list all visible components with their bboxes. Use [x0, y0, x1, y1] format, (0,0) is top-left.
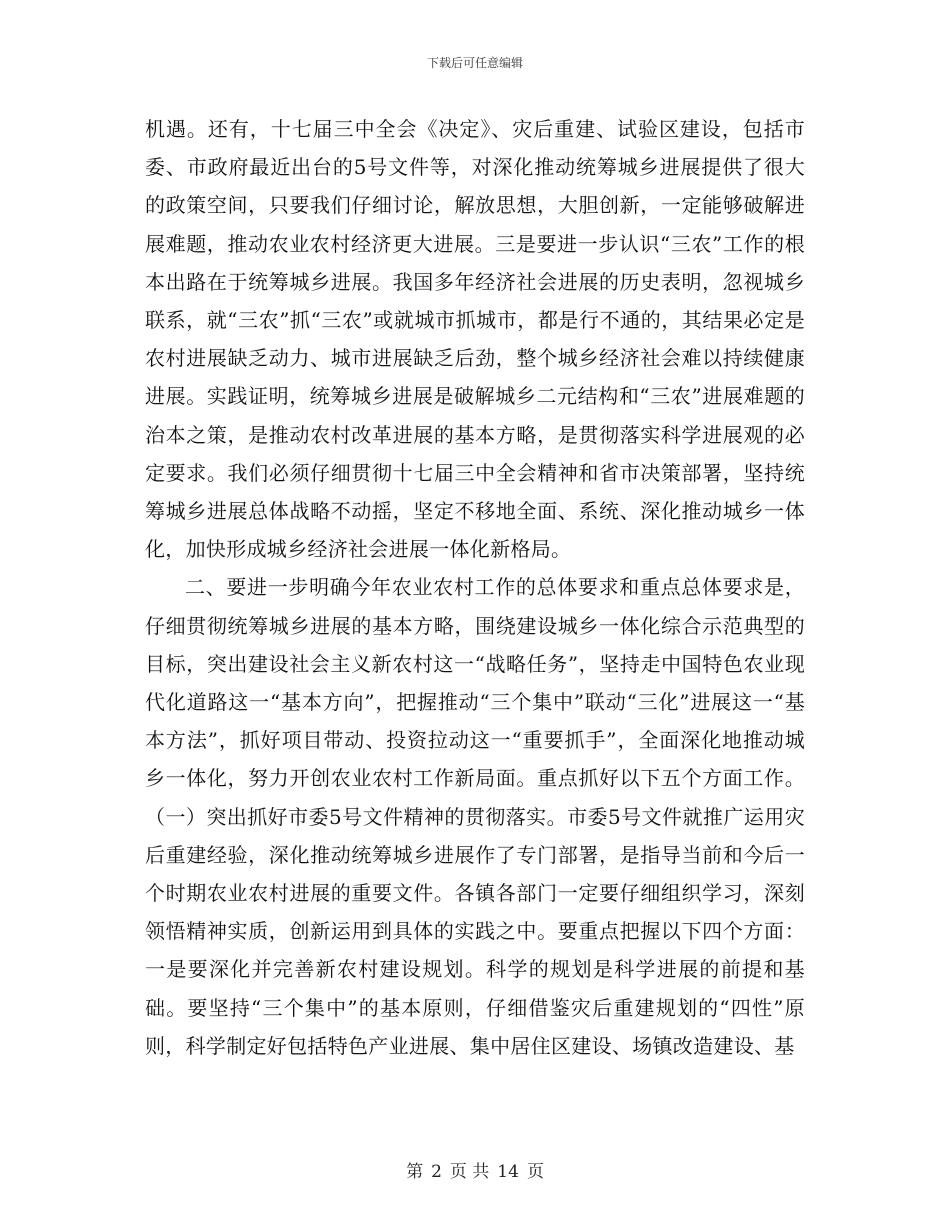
footer-prefix: 第	[406, 1162, 424, 1182]
document-body	[145, 110, 805, 1065]
paragraph-continued: 机遇。还有，十七届三中全会《决定》、灾后重建、试验区建设，包括市委、市政府最近出台的5号文件等，对深化推动统筹城乡进展提供了很大的政策空间，只要我们仔细讨论，解放思想，大胆创新，一定能够破解进展难题，推动农业农村经济更大进展。三是要进一步认识“三农”工作的根本出路在于统筹城乡进展。我国多年经济社会进展的历史表明，忽视城乡联系，就“三农”抓“三农”或就城市抓城市，都是行不通的，其结果必定是农村进展缺乏动力、城市进展缺乏后劲，整个城乡经济社会难以持续健康进展。实践证明，统筹城乡进展是破解城乡二元结构和“三农”进展难题的治本之策，是推动农村改革进展的基本方略，是贯彻落实科学进展观的必定要求。我们必须仔细贯彻十七届三中全会精神和省市决策部署，坚持统筹城乡进展总体战略不动摇，坚定不移地全面、系统、深化推动城乡一体化，加快形成城乡经济社会进展一体化新格局。	[145, 117, 805, 562]
footer-middle: 页 共	[449, 1162, 490, 1182]
page-header: 下载后可任意编辑	[426, 56, 523, 70]
total-page-count: 14	[497, 1162, 519, 1182]
paragraph-section-two: 二、要进一步明确今年农业农村工作的总体要求和重点总体要求是，仔细贯彻统筹城乡进展的基本方略，围绕建设城乡一体化综合示范典型的目标，突出建设社会主义新农村这一“战略任务”，坚持走中国特色农业现代化道路这一“基本方向”，把握推动“三个集中”联动“三化”进展这一“基本方法”，抓好项目带动、投资拉动这一“重要抓手”，全面深化地推动城乡一体化，努力开创农业农村工作新局面。重点抓好以下五个方面工作。（一）突出抓好市委5号文件精神的贯彻落实。市委5号文件就推广运用灾后重建经验，深化推动统筹城乡进展作了专门部署，是指导当前和今后一个时期农业农村进展的重要文件。各镇各部门一定要仔细组织学习，深刻领悟精神实质，创新运用到具体的实践之中。要重点把握以下四个方面：一是要深化并完善新农村建设规划。科学的规划是科学进展的前提和基础。要坚持“三个集中”的基本原则，仔细借鉴灾后重建规划的“四性”原则，科学制定好包括特色产业进展、集中居住区建设、场镇改造建设、基	[145, 575, 805, 1058]
footer-suffix: 页	[526, 1162, 544, 1182]
page-footer	[0, 1157, 950, 1182]
current-page-number: 2	[431, 1162, 442, 1182]
